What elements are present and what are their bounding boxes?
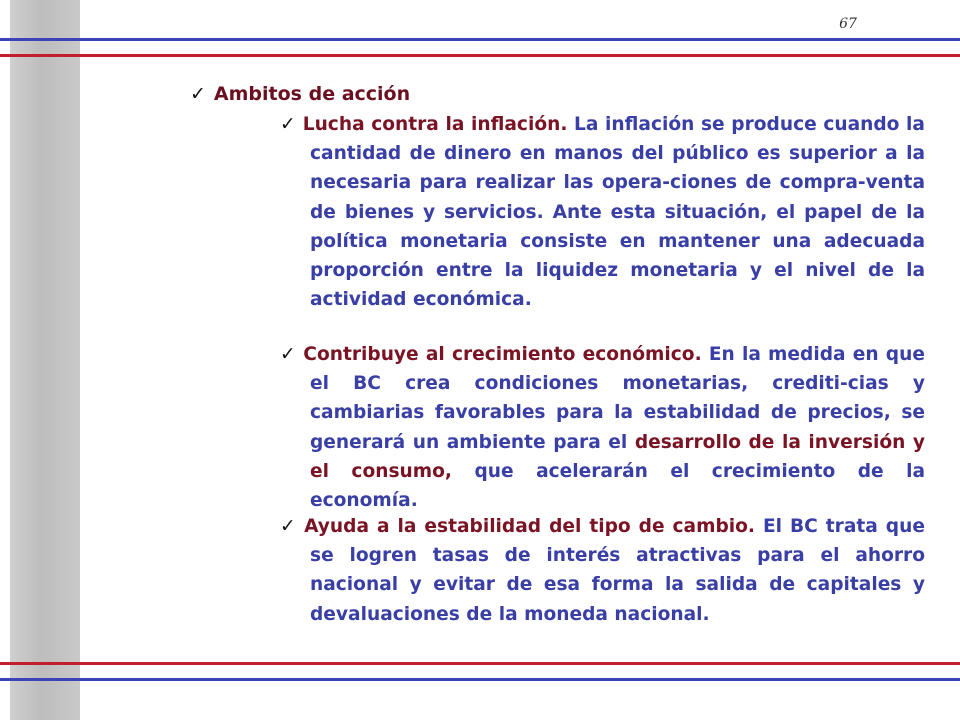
list-item-growth: [280, 340, 925, 515]
item-lead: Ayuda a la estabilidad del tipo de cambio.: [304, 516, 755, 537]
checkmark-icon: ✓: [280, 516, 298, 537]
checkmark-icon: ✓: [190, 83, 206, 105]
bottom-rule-blue: [0, 678, 960, 681]
item-body-highlight: desarrollo de la inversión y el consumo,: [310, 431, 925, 482]
page-number: 67: [839, 16, 857, 32]
checkmark-icon: ✓: [280, 344, 297, 365]
top-rule-red: [0, 54, 960, 57]
item-body: El BC trata que se logren tasas de interés atractivas para el ahorro nacional y evitar de esa forma la salida de capitales y devaluaciones de la moneda nacional.: [310, 516, 925, 625]
item-lead: Contribuye al crecimiento económico.: [303, 344, 702, 365]
item-body: En la medida en que el BC crea condiciones monetarias, crediti-cias y cambiarias favorables para la estabilidad de precios, se generará un ambiente para el: [310, 344, 925, 453]
section-heading: [190, 83, 410, 105]
list-item-inflation: [280, 110, 925, 314]
bottom-rule-red: [0, 662, 960, 665]
checkmark-icon: ✓: [280, 114, 296, 135]
item-lead: Lucha contra la inflación.: [302, 114, 568, 135]
item-body: La inflación se produce cuando la cantidad de dinero en manos del público es superior a la necesaria para realizar las opera-ciones de compra-venta de bienes y servicios. Ante esta situación, el papel de la política monetaria consiste en mantener una adecuada proporción entre la liquidez monetaria y el nivel de la actividad económica.: [310, 114, 925, 311]
list-item-exchange: [280, 512, 925, 629]
section-heading-label: Ambitos de acción: [213, 83, 411, 105]
item-body-continued: que acelerarán el crecimiento de la economía.: [310, 460, 926, 512]
side-bar-decoration: [10, 0, 80, 720]
top-rule-blue: [0, 38, 960, 41]
